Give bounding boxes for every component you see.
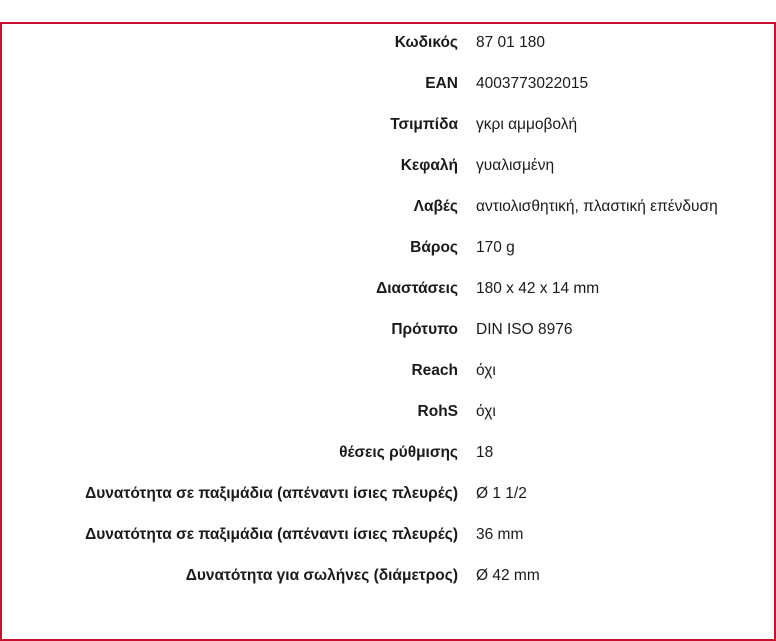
spec-value: 4003773022015 xyxy=(476,74,589,92)
specification-table-body xyxy=(2,22,774,596)
product-spec-page xyxy=(0,22,776,641)
spec-label: RohS xyxy=(417,402,458,420)
spec-label: Δυνατότητα σε παξιμάδια (απέναντι ίσιες πλευρές) xyxy=(85,484,458,502)
table-row xyxy=(2,104,774,145)
spec-value: 36 mm xyxy=(476,525,524,543)
table-row xyxy=(2,350,774,391)
table-row xyxy=(2,22,774,63)
table-row xyxy=(2,186,774,227)
spec-value: 18 xyxy=(476,443,494,461)
spec-label: Κεφαλή xyxy=(400,156,458,174)
spec-label: Διαστάσεις xyxy=(376,279,458,297)
table-row xyxy=(2,432,774,473)
specification-table xyxy=(2,22,774,596)
spec-label: θέσεις ρύθμισης xyxy=(339,443,458,461)
table-row xyxy=(2,391,774,432)
spec-value: 170 g xyxy=(476,238,515,256)
spec-label: Βάρος xyxy=(410,238,458,256)
spec-value: όχι xyxy=(476,402,496,420)
spec-value: Ø 1 1/2 xyxy=(476,484,527,502)
spec-label: Δυνατότητα σε παξιμάδια (απέναντι ίσιες πλευρές) xyxy=(85,525,458,543)
spec-label: Πρότυπο xyxy=(391,320,458,338)
spec-value: γκρι αμμοβολή xyxy=(476,115,578,133)
spec-value: όχι xyxy=(476,361,496,379)
table-row xyxy=(2,268,774,309)
top-divider xyxy=(2,22,774,24)
spec-value: 87 01 180 xyxy=(476,33,545,51)
spec-label: Κωδικός xyxy=(394,33,458,51)
table-row xyxy=(2,473,774,514)
spec-label: Reach xyxy=(411,361,458,379)
spec-value: Ø 42 mm xyxy=(476,566,540,584)
spec-label: Τσιμπίδα xyxy=(390,115,458,133)
spec-label: Λαβές xyxy=(413,197,458,215)
table-row xyxy=(2,555,774,596)
spec-label: EAN xyxy=(425,74,458,92)
spec-value: DIN ISO 8976 xyxy=(476,320,573,338)
spec-value: 180 x 42 x 14 mm xyxy=(476,279,600,297)
spec-value: αντιολισθητική, πλαστική επένδυση xyxy=(476,197,718,215)
table-row xyxy=(2,514,774,555)
spec-value: γυαλισμένη xyxy=(476,156,555,174)
spec-label: Δυνατότητα για σωλήνες (διάμετρος) xyxy=(185,566,458,584)
table-row xyxy=(2,63,774,104)
table-row xyxy=(2,145,774,186)
table-row xyxy=(2,309,774,350)
table-row xyxy=(2,227,774,268)
